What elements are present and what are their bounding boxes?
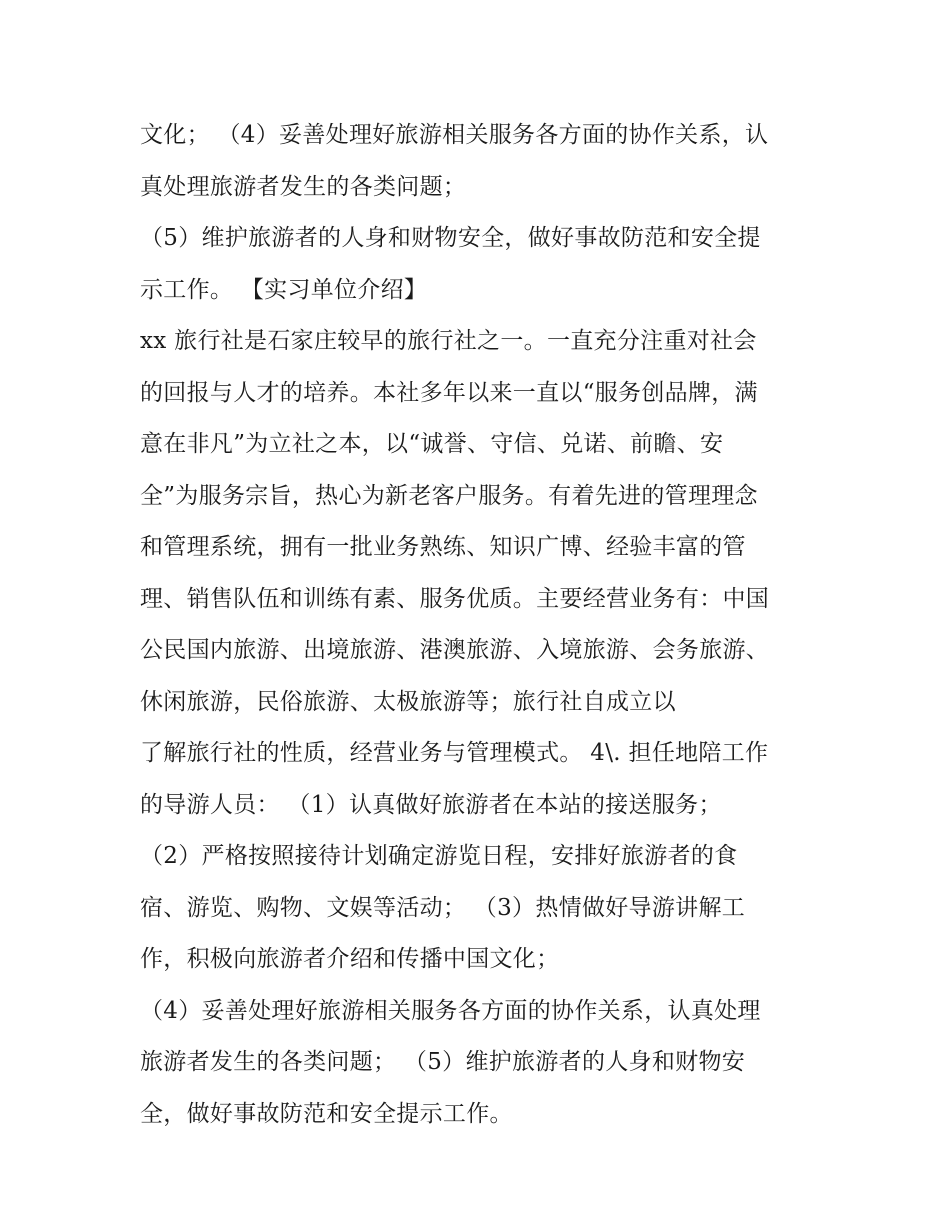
text-line-14: 的导游人员： （1）认真做好旅游者在本站的接送服务； [140, 791, 722, 818]
body-text [140, 110, 830, 1140]
text-line-17: 作，积极向旅游者介绍和传播中国文化； [140, 946, 560, 972]
text-line-3: （5）维护旅游者的人身和财物安全，做好事故防范和安全提 [140, 225, 761, 251]
text-line-13: 了解旅行社的性质，经营业务与管理模式。 4\. 担任地陪工作 [140, 740, 769, 766]
text-line-6: 的回报与人才的培养。本社多年以来一直以“服务创品牌，满 [140, 379, 758, 406]
text-line-12: 休闲旅游，民俗旅游、太极旅游等；旅行社自成立以 [140, 688, 676, 715]
text-line-4: 示工作。 【实习单位介绍】 [140, 276, 428, 303]
text-line-15: （2）严格按照接待计划确定游览日程，安排好旅游者的食 [140, 843, 738, 869]
text-line-5: xx 旅行社是石家庄较早的旅行社之一。一直充分注重对社会 [140, 328, 757, 354]
text-line-7: 意在非凡”为立社之本，以“诚誉、守信、兑诺、前瞻、安 [140, 431, 724, 457]
text-line-1: 文化； （4）妥善处理好旅游相关服务各方面的协作关系，认 [140, 122, 769, 148]
text-line-9: 和管理系统，拥有一批业务熟练、知识广博、经验丰富的管 [140, 534, 746, 560]
text-line-16: 宿、游览、购物、文娱等活动； （3）热情做好导游讲解工 [140, 894, 746, 921]
text-line-19: 旅游者发生的各类问题； （5）维护旅游者的人身和财物安 [140, 1049, 746, 1075]
text-line-2: 真处理旅游者发生的各类问题； [140, 173, 467, 200]
text-line-20: 全，做好事故防范和安全提示工作。 [140, 1100, 513, 1127]
text-line-11: 公民国内旅游、出境旅游、港澳旅游、入境旅游、会务旅游、 [140, 637, 770, 663]
text-line-10: 理、销售队伍和训练有素、服务优质。主要经营业务有：中国 [140, 585, 770, 612]
text-line-18: （4）妥善处理好旅游相关服务各方面的协作关系，认真处理 [140, 997, 761, 1024]
text-line-8: 全”为服务宗旨，热心为新老客户服务。有着先进的管理理念 [140, 482, 758, 509]
